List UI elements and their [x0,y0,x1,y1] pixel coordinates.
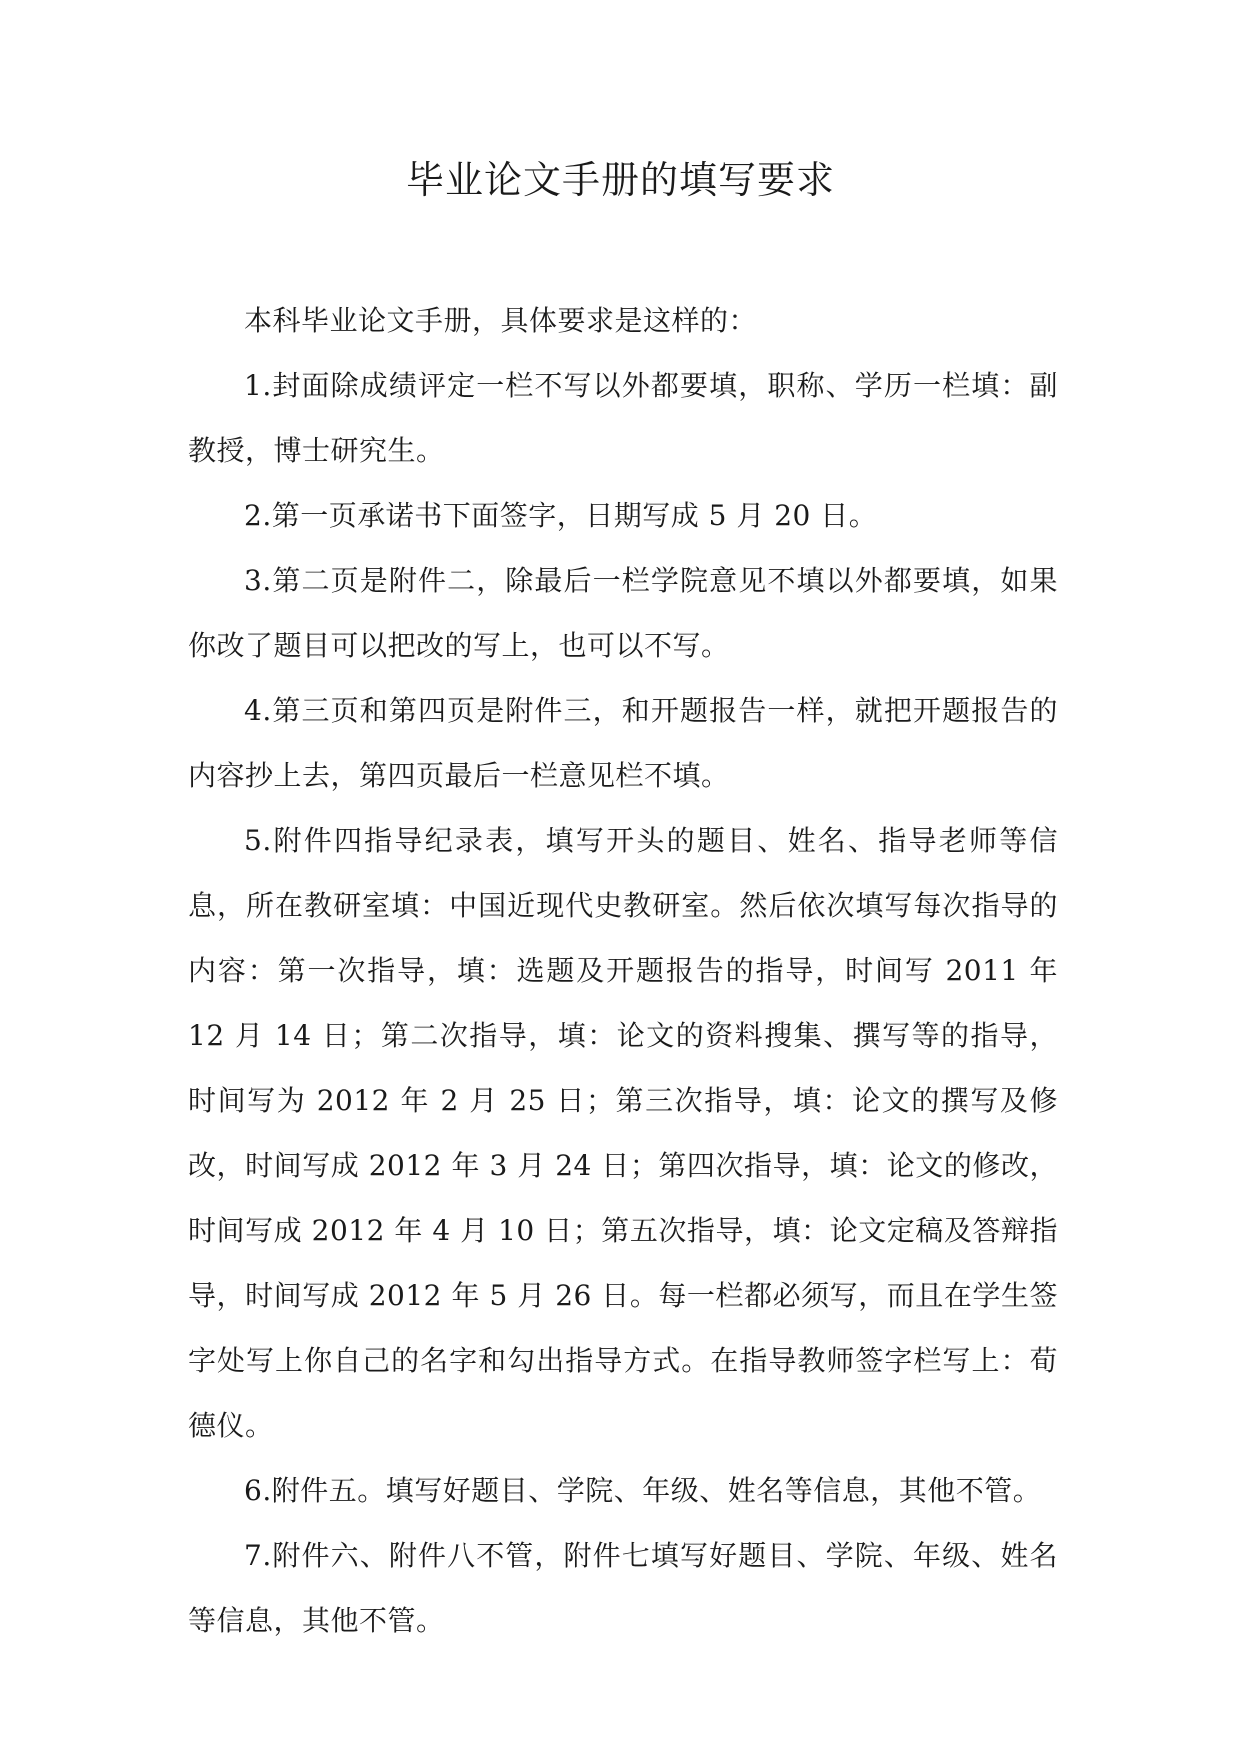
document-title: 毕业论文手册的填写要求 [405,158,835,202]
item-7-paragraph: 7.附件六、附件八不管，附件七填写好题目、学院、年级、姓名等信息，其他不管。 [188,1539,1058,1637]
item-1-paragraph: 1.封面除成绩评定一栏不写以外都要填，职称、学历一栏填：副教授，博士研究生。 [188,369,1058,467]
item-5-paragraph: 5.附件四指导纪录表，填写开头的题目、姓名、指导老师等信息，所在教研室填：中国近现代史教研室。然后依次填写每次指导的内容：第一次指导，填：选题及开题报告的指导，时间写 2011 年 12 月 14 日；第二次指导，填：论文的资料搜集、撰写等的指导，时间写为 2012 年 2 月 25 日；第三次指导，填：论文的撰写及修改，时间写成 2012 年 3 月 24 日；第四次指导，填：论文的修改，时间写成 2012 年 4 月 10 日；第五次指导，填：论文定稿及答辩指导，时间写成 2012 年 5 月 26 日。每一栏都必须写，而且在学生签字处写上你自己的名字和勾出指导方式。在指导教师签字栏写上：荀德仪。 [188,824,1058,1442]
intro-paragraph: 本科毕业论文手册，具体要求是这样的： [244,304,758,337]
item-3-paragraph: 3.第二页是附件二，除最后一栏学院意见不填以外都要填，如果你改了题目可以把改的写上，也可以不写。 [188,564,1058,662]
item-6-paragraph: 6.附件五。填写好题目、学院、年级、姓名等信息，其他不管。 [244,1474,1042,1507]
document-body [188,288,1058,1653]
item-2-paragraph: 2.第一页承诺书下面签字，日期写成 5 月 20 日。 [244,499,878,532]
item-4-paragraph: 4.第三页和第四页是附件三，和开题报告一样，就把开题报告的内容抄上去，第四页最后一栏意见栏不填。 [188,694,1058,792]
